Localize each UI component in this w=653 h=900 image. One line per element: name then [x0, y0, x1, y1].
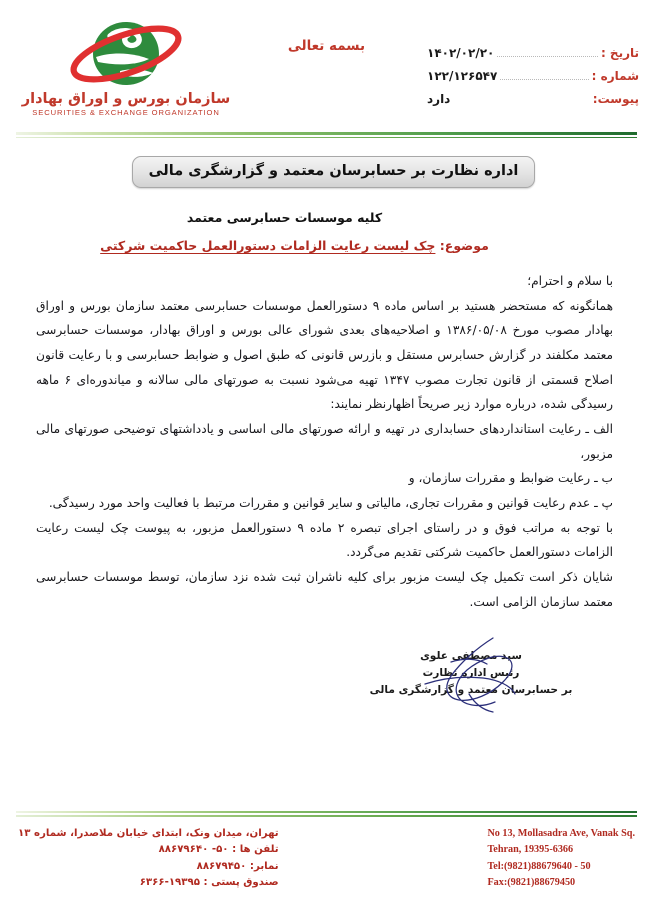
header-divider-thin	[16, 137, 637, 139]
footer-address-persian	[18, 826, 279, 892]
footer-divider-thin	[16, 815, 637, 817]
signature-block	[365, 648, 577, 699]
number-leader-dots	[500, 79, 588, 80]
signatory-role-line-2: بر حسابرسان معتمد و گزارشگری مالی	[369, 684, 573, 697]
letter-header	[0, 0, 653, 132]
letter-footer	[0, 811, 653, 892]
item-alef: الف ـ رعایت استانداردهای حسابداری در تهیه و ارائه صورتهای مالی اساسی و یادداشتهای توضیحی صورتهای مالی مزبور،	[36, 422, 613, 461]
department-title: اداره نظارت بر حسابرسان معتمد و گزارشگری مالی	[132, 156, 536, 188]
logo-name-fa: سازمان بورس و اوراق بهادار	[21, 91, 231, 107]
basmala-text: بسمه تعالی	[287, 38, 366, 54]
footer-divider	[16, 811, 637, 817]
organization-logo	[12, 16, 240, 117]
paragraph-2: با توجه به مراتب فوق و در راستای اجرای تبصره ۲ ماده ۹ دستورالعمل مزبور، به پیوست چک لیست رعایت الزامات دستورالعمل حاکمیت شرکتی تقدیم می‌گردد.	[36, 520, 613, 560]
logo-name-en: SECURITIES & EXCHANGE ORGANIZATION	[32, 108, 220, 117]
date-label: تاریخ :	[600, 46, 639, 60]
header-divider	[16, 132, 637, 138]
globe-ring-logo-icon	[12, 16, 240, 90]
subject-label: موضوع:	[439, 238, 489, 254]
letter-content	[36, 269, 613, 614]
signatory-role-line-1: رئیس اداره نظارت	[422, 667, 520, 680]
attachment-value: دارد	[427, 92, 451, 106]
signature-text	[365, 648, 577, 699]
footer-fa-line-2: تلفن ها : ۵۰- ۸۸۶۷۹۶۴۰	[158, 844, 279, 856]
footer-columns	[18, 826, 635, 892]
footer-fa-line-3: نمابر: ۸۸۶۷۹۴۵۰	[196, 860, 279, 872]
meta-row-number	[427, 69, 639, 83]
item-pe: پ ـ عدم رعایت قوانین و مقررات تجاری، مالیاتی و سایر قوانین و مقررات مرتبط با فعالیت واحد مورد رسیدگی.	[48, 495, 613, 510]
letter-body-wrap	[0, 210, 653, 699]
item-be: ب ـ رعایت ضوابط و مقررات سازمان، و	[408, 471, 613, 486]
footer-fa-line-4: صندوق پستی : ۱۹۳۹۵-۶۳۶۶	[139, 877, 279, 889]
date-leader-dots	[497, 56, 598, 57]
subject-text: چک لیست رعایت الزامات دستورالعمل حاکمیت شرکتی	[100, 238, 436, 254]
footer-en-line-3: Tel:(9821)88679640 - 50	[487, 860, 591, 872]
subject-line	[36, 238, 613, 253]
signatory-name: سید مصطفی علوی	[420, 650, 522, 663]
attachment-label: پیوست:	[592, 92, 639, 106]
footer-en-line-1: No 13, Mollasadra Ave, Vanak Sq.	[487, 827, 635, 839]
department-title-zone	[0, 156, 653, 188]
paragraph-1: همانگونه که مستحضر هستید بر اساس ماده ۹ دستورالعمل موسسات حسابرسی معتمد سازمان بورس و اوراق بهادار مصوب مورخ ۱۳۸۶/۰۵/۰۸ و اصلاحیه‌های بعدی شورای عالی بورس و اوراق بهادار، موسسات حسابرسی معتمد مکلفند در گزارش حسابرس مستقل و بازرس قانونی که طبق اصول و ضوابط حسابرسی و با رعایت قانون اصلاح قسمتی از قانون تجارت مصوب ۱۳۴۷ تهیه می‌شود نسبت به صورتهای مالی سالانه و میاندوره‌ای ۶ ماهه رسیدگی شده، درباره موارد زیر صریحاً اظهارنظر نمایند:	[36, 298, 613, 412]
number-label: شماره :	[591, 69, 639, 83]
footer-fa-line-1: تهران، میدان ونک، ابتدای خیابان ملاصدرا، شماره ۱۳	[18, 827, 279, 839]
footer-en-line-4: Fax:(9821)88679450	[487, 877, 576, 889]
footer-address-english	[487, 826, 635, 892]
letterhead-meta	[427, 46, 639, 115]
footer-en-line-2: Tehran, 19395-6366	[487, 844, 574, 856]
recipient-line: کلیه موسسات حسابرسی معتمد	[186, 210, 383, 226]
date-value: ۱۴۰۲/۰۲/۲۰	[427, 46, 495, 60]
meta-row-attachment	[427, 92, 639, 106]
salutation: با سلام و احترام؛	[527, 274, 613, 289]
number-value: ۱۲۲/۱۲۶۵۴۷	[427, 69, 498, 83]
paragraph-3: شایان ذکر است تکمیل چک لیست مزبور برای کلیه ناشران ثبت شده نزد سازمان، توسط موسسات حسابرسی معتمد سازمان الزامی است.	[36, 569, 613, 609]
